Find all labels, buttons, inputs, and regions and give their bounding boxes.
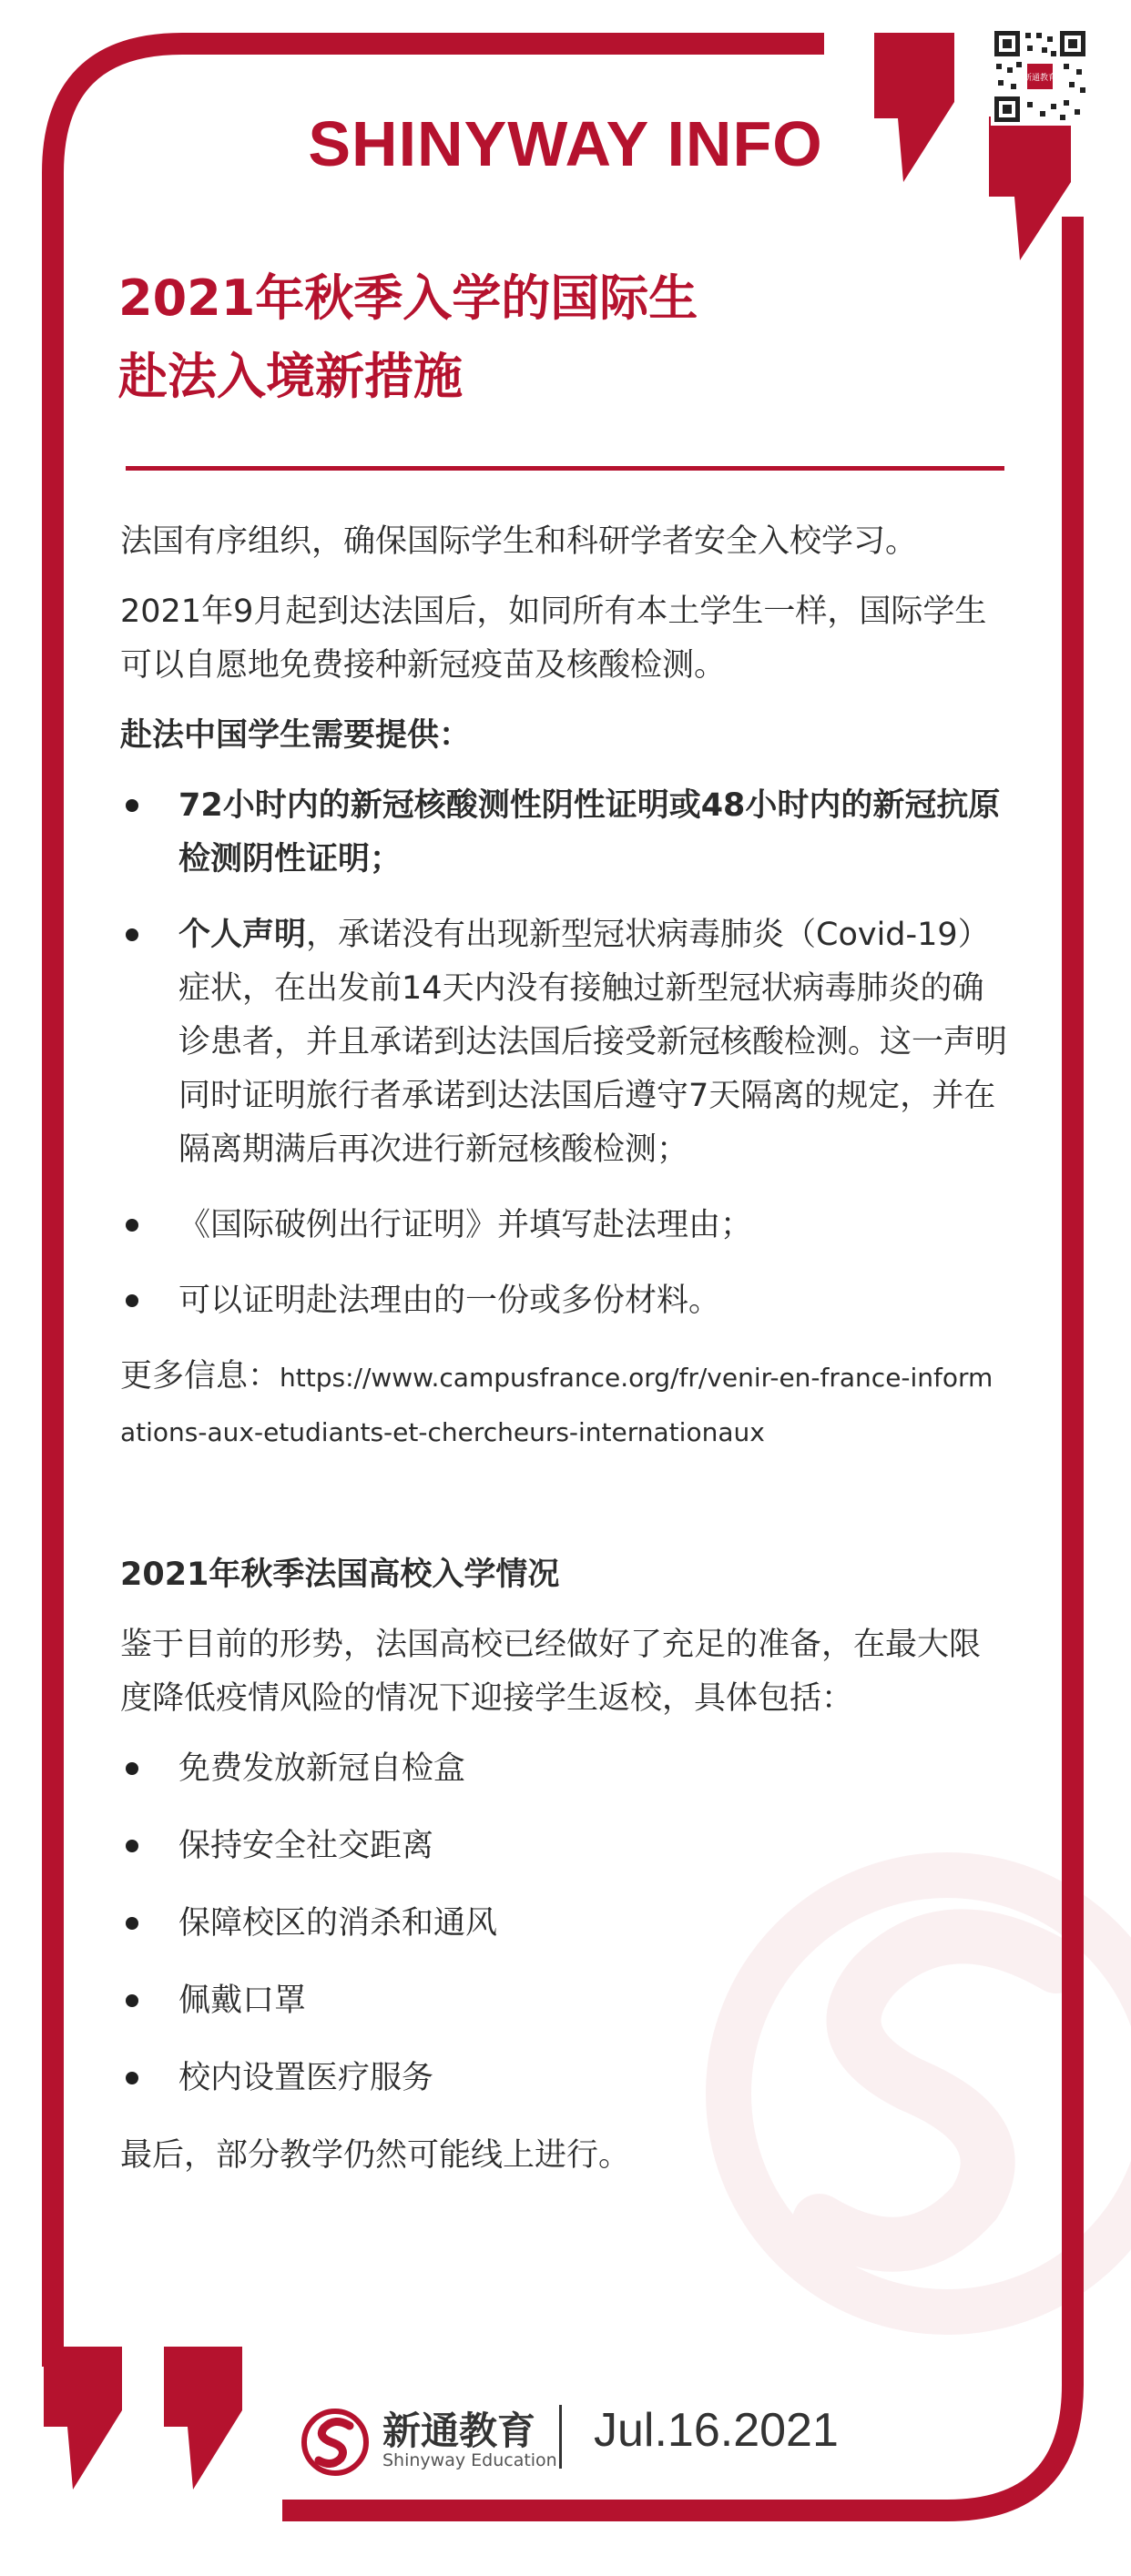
bullet-icon [126,928,138,941]
list-item-bold: 72小时内的新冠核酸测性阴性证明或48小时内的新冠抗原检测阴性证明； [178,787,1001,877]
list-item [120,2052,1008,2105]
qr-center-text: 新通教育 [1023,74,1057,83]
list-item [120,1974,1008,2028]
more-info-link[interactable]: https://www.campusfrance.org/fr/venir-en-france-informations-aux-etudiants-et-chercheurs-internationaux [120,1363,993,1447]
requirements-heading: 赴法中国学生需要提供： [120,717,472,754]
section-spacer [120,1476,1008,1548]
list-item [120,1274,1008,1328]
requirements-list [120,779,1008,1328]
bullet-icon [126,1219,138,1232]
publish-date: Jul.16.2021 [594,2404,839,2457]
list-item-text: 保持安全社交距离 [178,1828,434,1864]
intro-paragraph-2: 2021年9月起到达法国后，如同所有本土学生一样，国际学生可以自愿地免费接种新冠疫苗及核酸检测。 [120,593,987,684]
title-line-2: 赴法入境新措施 [118,348,463,405]
bullet-icon [126,1840,138,1852]
bullet-icon [126,2072,138,2084]
section2-heading: 2021年秋季法国高校入学情况 [120,1557,560,1593]
bullet-icon [126,1917,138,1930]
quote-mark-bottom-2 [164,2347,242,2490]
qr-code[interactable] [991,27,1089,126]
bullet-icon [126,1994,138,2007]
article-body [120,515,1008,2199]
shinyway-logo-icon [301,2408,370,2477]
header-title: SHINYWAY INFO [308,108,823,179]
list-item-bold: 个人声明 [178,917,307,953]
list-item [120,1199,1008,1253]
bullet-icon [126,1294,138,1307]
more-info-label: 更多信息： [120,1358,280,1394]
brand-name-en: Shinyway Education [382,2450,557,2470]
intro-paragraph-1: 法国有序组织，确保国际学生和科研学者安全入校学习。 [120,523,918,560]
section2-intro: 鉴于目前的形势，法国高校已经做好了充足的准备，在最大限度降低疫情风险的情况下迎接学生返校，具体包括： [120,1627,982,1717]
closing-paragraph: 最后，部分教学仍然可能线上进行。 [120,2137,631,2174]
list-item-text: 佩戴口罩 [178,1983,307,2019]
list-item-text: 保障校区的消杀和通风 [178,1905,498,1942]
list-item-text: ，承诺没有出现新型冠状病毒肺炎（Covid-19）症状，在出发前14天内没有接触过新型冠状病毒肺炎的确诊患者，并且承诺到达法国后接受新冠核酸检测。这一声明同时证明旅行者承诺到达法国后遵守7天隔离的规定，并在隔离期满后再次进行新冠核酸检测； [178,917,1008,1168]
bullet-icon [126,799,138,812]
title-divider [126,466,1004,471]
list-item [120,779,1008,887]
more-info [120,1350,1008,1459]
list-item-text: 《国际破例出行证明》并填写赴法理由； [178,1207,753,1243]
list-item [120,908,1008,1177]
footer-divider [559,2405,562,2469]
list-item-text: 可以证明赴法理由的一份或多份材料。 [178,1283,721,1319]
list-item-text: 校内设置医疗服务 [178,2060,434,2096]
quote-mark-bottom-1 [44,2347,122,2490]
bullet-icon [126,1762,138,1775]
brand-name-cn: 新通教育 [382,2409,536,2453]
list-item [120,1897,1008,1951]
title-line-1: 2021年秋季入学的国际生 [118,269,698,327]
measures-list [120,1742,1008,2105]
list-item [120,1820,1008,1873]
list-item-text: 免费发放新冠自检盒 [178,1750,466,1787]
article-title [118,259,1029,416]
list-item [120,1742,1008,1796]
